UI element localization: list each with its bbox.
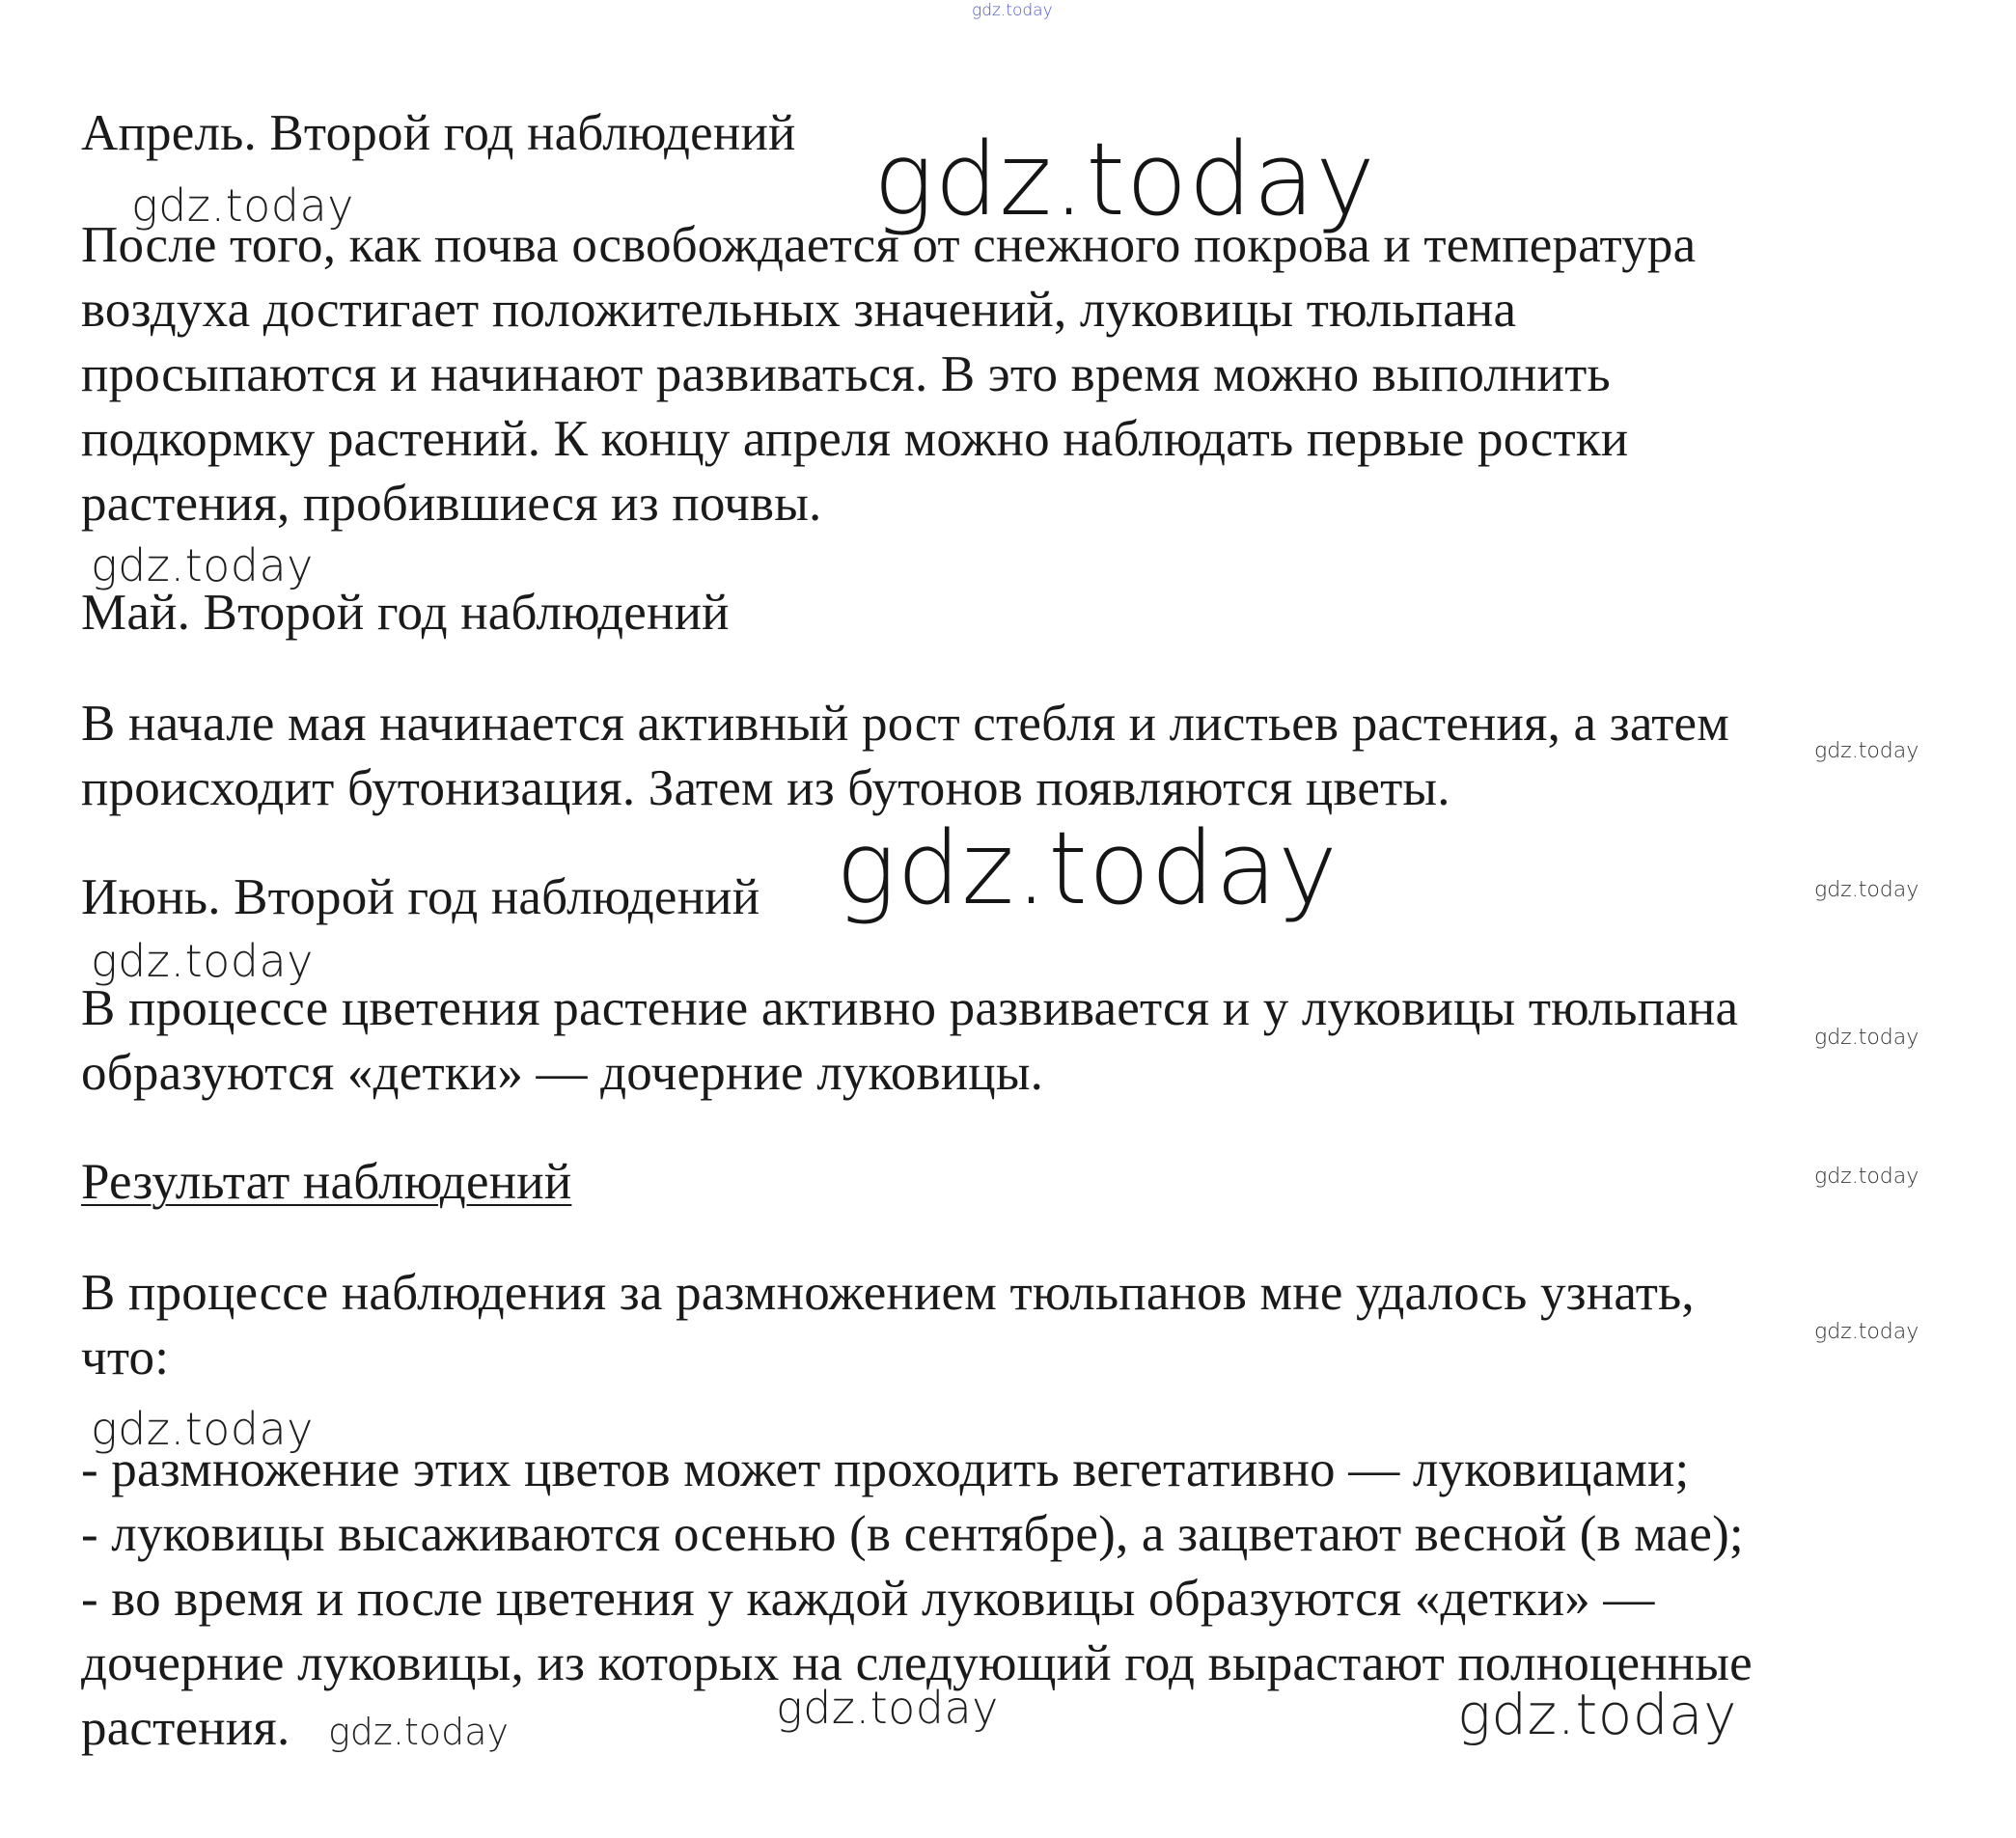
- watermark: gdz.today: [91, 539, 314, 591]
- april-paragraph-line: подкормку растений. К концу апреля можно наблюдать первые ростки: [81, 411, 1629, 467]
- result-bullet-line: - луковицы высаживаются осенью (в сентябре), а зацветают весной (в мае);: [81, 1506, 1744, 1562]
- watermark: gdz.today: [873, 121, 1376, 238]
- june-paragraph-line: В процессе цветения растение активно развивается и у луковицы тюльпана: [81, 980, 1739, 1036]
- watermark: gdz.today: [131, 179, 354, 232]
- april-paragraph-line: воздуха достигает положительных значений, луковицы тюльпана: [81, 282, 1517, 338]
- april-paragraph-line: растения, пробившиеся из почвы.: [81, 476, 822, 532]
- watermark: gdz.today: [1814, 1320, 1919, 1344]
- result-heading: Результат наблюдений: [81, 1154, 572, 1210]
- result-bullet-line: растения.: [81, 1700, 290, 1756]
- watermark: gdz.today: [1814, 878, 1919, 902]
- april-heading: Апрель. Второй год наблюдений: [81, 105, 796, 161]
- watermark: gdz.today: [972, 1, 1053, 20]
- watermark: gdz.today: [836, 809, 1339, 927]
- june-paragraph-line: образуются «детки» — дочерние луковицы.: [81, 1045, 1044, 1101]
- result-intro-line: В процессе наблюдения за размножением тюльпанов мне удалось узнать,: [81, 1265, 1695, 1321]
- watermark: gdz.today: [1814, 1165, 1919, 1189]
- april-paragraph-line: После того, как почва освобождается от снежного покрова и температура: [81, 217, 1697, 273]
- may-heading: Май. Второй год наблюдений: [81, 585, 730, 641]
- watermark: gdz.today: [91, 1403, 314, 1455]
- watermark: gdz.today: [328, 1711, 509, 1753]
- result-bullet-line: - во время и после цветения у каждой луковицы образуются «детки» —: [81, 1571, 1655, 1627]
- april-paragraph-line: просыпаются и начинают развиваться. В это время можно выполнить: [81, 346, 1611, 402]
- may-paragraph-line: происходит бутонизация. Затем из бутонов появляются цветы.: [81, 760, 1450, 816]
- result-bullet-line: - размножение этих цветов может проходить вегетативно — луковицами;: [81, 1441, 1690, 1497]
- may-paragraph-line: В начале мая начинается активный рост стебля и листьев растения, а затем: [81, 696, 1730, 752]
- result-intro-line: что:: [81, 1330, 170, 1385]
- watermark: gdz.today: [776, 1682, 999, 1734]
- watermark: gdz.today: [1814, 739, 1919, 763]
- june-heading: Июнь. Второй год наблюдений: [81, 869, 760, 925]
- result-bullet-line: дочерние луковицы, из которых на следующий год вырастают полноценные: [81, 1635, 1753, 1691]
- watermark: gdz.today: [1457, 1682, 1737, 1747]
- watermark: gdz.today: [1814, 1026, 1919, 1050]
- watermark: gdz.today: [91, 935, 314, 987]
